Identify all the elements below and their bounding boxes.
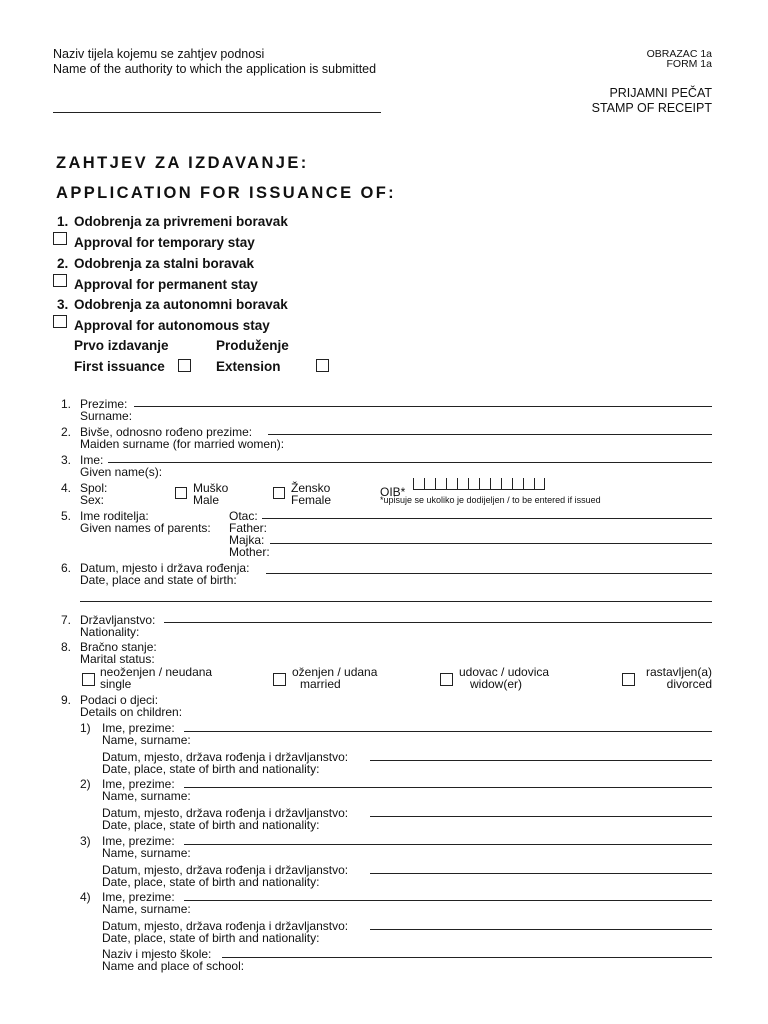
sex-label-hr: Spol: [80,481,108,495]
father-label-hr: Otac: [229,509,258,523]
parents-label-hr: Ime roditelja: [80,509,149,523]
nationality-input-line[interactable] [164,622,712,623]
first-issuance-checkbox[interactable] [178,359,191,372]
field-1-number: 1. [61,397,72,411]
title-hr: ZAHTJEV ZA IZDAVANJE: [56,154,309,172]
field-4-number: 4. [61,481,72,495]
nationality-label-en: Nationality: [80,625,140,639]
app-type-1-label-en: Approval for temporary stay [74,235,255,250]
child-4-birth-label-en: Date, place, state of birth and nationality: [102,931,320,945]
child-1-name-label-en: Name, surname: [102,733,191,747]
app-type-3-label-hr: Odobrenja za autonomni boravak [74,297,288,312]
mother-input-line[interactable] [270,543,712,544]
app-type-3-checkbox[interactable] [53,315,67,328]
mother-label-hr: Majka: [229,533,265,547]
app-type-2-label-en: Approval for permanent stay [74,277,258,292]
widowed-checkbox[interactable] [440,673,453,686]
authority-label-hr: Naziv tijela kojemu se zahtjev podnosi [53,47,265,61]
children-label-hr: Podaci o djeci: [80,693,159,707]
surname-label-en: Surname: [80,409,133,423]
app-type-3-label-en: Approval for autonomous stay [74,318,270,333]
widowed-label-en: widow(er) [470,677,523,691]
authority-input-line[interactable] [53,112,381,113]
oib-label: OIB* [380,485,406,499]
app-type-2-checkbox[interactable] [53,274,67,287]
child-2-name-input-line[interactable] [184,787,712,788]
married-checkbox[interactable] [273,673,286,686]
field-6-number: 6. [61,561,72,575]
child-2-birth-label-en: Date, place, state of birth and nationality: [102,818,320,832]
divorced-label-hr: rastavljen(a) [645,665,712,679]
divorced-label-en: divorced [666,677,712,691]
field-8-number: 8. [61,640,72,654]
female-label-hr: Žensko [291,481,331,495]
child-2-birth-label-hr: Datum, mjesto, država rođenja i državljanstvo: [102,806,349,820]
child-3-birth-label-en: Date, place, state of birth and nationality: [102,875,320,889]
widowed-label-hr: udovac / udovica [459,665,550,679]
child-3-name-label-hr: Ime, prezime: [102,834,175,848]
maiden-surname-label-hr: Bivše, odnosno rođeno prezime: [80,425,253,439]
child-1-birth-label-en: Date, place, state of birth and nationality: [102,762,320,776]
children-label-en: Details on children: [80,705,183,719]
app-type-1-label-hr: Odobrenja za privremeni boravak [74,214,288,229]
app-type-2-label-hr: Odobrenja za stalni boravak [74,256,255,271]
child-1-name-input-line[interactable] [184,731,712,732]
given-name-label-en: Given name(s): [80,465,163,479]
male-checkbox[interactable] [175,487,187,499]
surname-label-hr: Prezime: [80,397,128,411]
given-name-label-hr: Ime: [80,453,104,467]
child-3-name-label-en: Name, surname: [102,846,191,860]
title-en: APPLICATION FOR ISSUANCE OF: [56,184,397,202]
field-7-number: 7. [61,613,72,627]
child-1-name-label-hr: Ime, prezime: [102,721,175,735]
maiden-surname-label-en: Maiden surname (for married women): [80,437,285,451]
school-label-hr: Naziv i mjesto škole: [102,947,212,961]
single-label-en: single [100,677,132,691]
nationality-label-hr: Državljanstvo: [80,613,156,627]
child-2-number: 2) [80,777,91,791]
maiden-surname-input-line[interactable] [268,434,712,435]
married-label-en: married [300,677,341,691]
field-5-number: 5. [61,509,72,523]
child-4-birth-label-hr: Datum, mjesto, država rođenja i državljanstvo: [102,919,349,933]
oib-input[interactable] [413,478,545,490]
first-issuance-label-en: First issuance [74,359,165,374]
male-label-hr: Muško [193,481,229,495]
married-label-hr: oženjen / udana [292,665,378,679]
child-4-name-input-line[interactable] [184,900,712,901]
male-label-en: Male [193,493,220,507]
field-3-number: 3. [61,453,72,467]
child-2-name-label-hr: Ime, prezime: [102,777,175,791]
single-checkbox[interactable] [82,673,95,686]
father-label-en: Father: [229,521,268,535]
birth-input-line[interactable] [266,573,712,574]
app-type-2-number: 2. [57,256,69,271]
child-1-number: 1) [80,721,91,735]
child-3-name-input-line[interactable] [184,844,712,845]
birth-label-hr: Datum, mjesto i država rođenja: [80,561,250,575]
divorced-checkbox[interactable] [622,673,635,686]
stamp-label-hr: PRIJAMNI PEČAT [609,86,712,100]
marital-status-label-hr: Bračno stanje: [80,640,157,654]
child-4-name-label-hr: Ime, prezime: [102,890,175,904]
female-label-en: Female [291,493,332,507]
child-3-birth-label-hr: Datum, mjesto, država rođenja i državljanstvo: [102,863,349,877]
form-code-hr: OBRAZAC 1a [646,48,712,60]
app-type-1-number: 1. [57,214,69,229]
first-issuance-label-hr: Prvo izdavanje [74,338,169,353]
oib-note: *upisuje se ukoliko je dodijeljen / to be entered if issued [380,495,601,505]
school-label-en: Name and place of school: [102,959,245,973]
authority-label-en: Name of the authority to which the application is submitted [53,62,377,76]
marital-status-label-en: Marital status: [80,652,155,666]
child-2-birth-input-line[interactable] [370,816,712,817]
child-1-birth-input-line[interactable] [370,760,712,761]
single-label-hr: neoženjen / neudana [100,665,213,679]
child-4-name-label-en: Name, surname: [102,902,191,916]
mother-label-en: Mother: [229,545,270,559]
female-checkbox[interactable] [273,487,285,499]
school-input-line[interactable] [222,957,712,958]
parents-label-en: Given names of parents: [80,521,211,535]
child-3-number: 3) [80,834,91,848]
field-9-number: 9. [61,693,72,707]
app-type-1-checkbox[interactable] [53,232,67,245]
stamp-label-en: STAMP OF RECEIPT [591,101,712,115]
child-3-birth-input-line[interactable] [370,873,712,874]
sex-label-en: Sex: [80,493,105,507]
field-2-number: 2. [61,425,72,439]
form-code-en: FORM 1a [666,58,712,70]
extension-checkbox[interactable] [316,359,329,372]
father-input-line[interactable] [262,518,712,519]
child-2-name-label-en: Name, surname: [102,789,191,803]
extension-label-hr: Produženje [216,338,289,353]
birth-label-en: Date, place and state of birth: [80,573,237,587]
child-4-birth-input-line[interactable] [370,929,712,930]
given-name-input-line[interactable] [108,462,712,463]
child-1-birth-label-hr: Datum, mjesto, država rođenja i državljanstvo: [102,750,349,764]
app-type-3-number: 3. [57,297,69,312]
birth-input-line-2[interactable] [80,601,712,602]
surname-input-line[interactable] [134,406,712,407]
extension-label-en: Extension [216,359,281,374]
child-4-number: 4) [80,890,91,904]
